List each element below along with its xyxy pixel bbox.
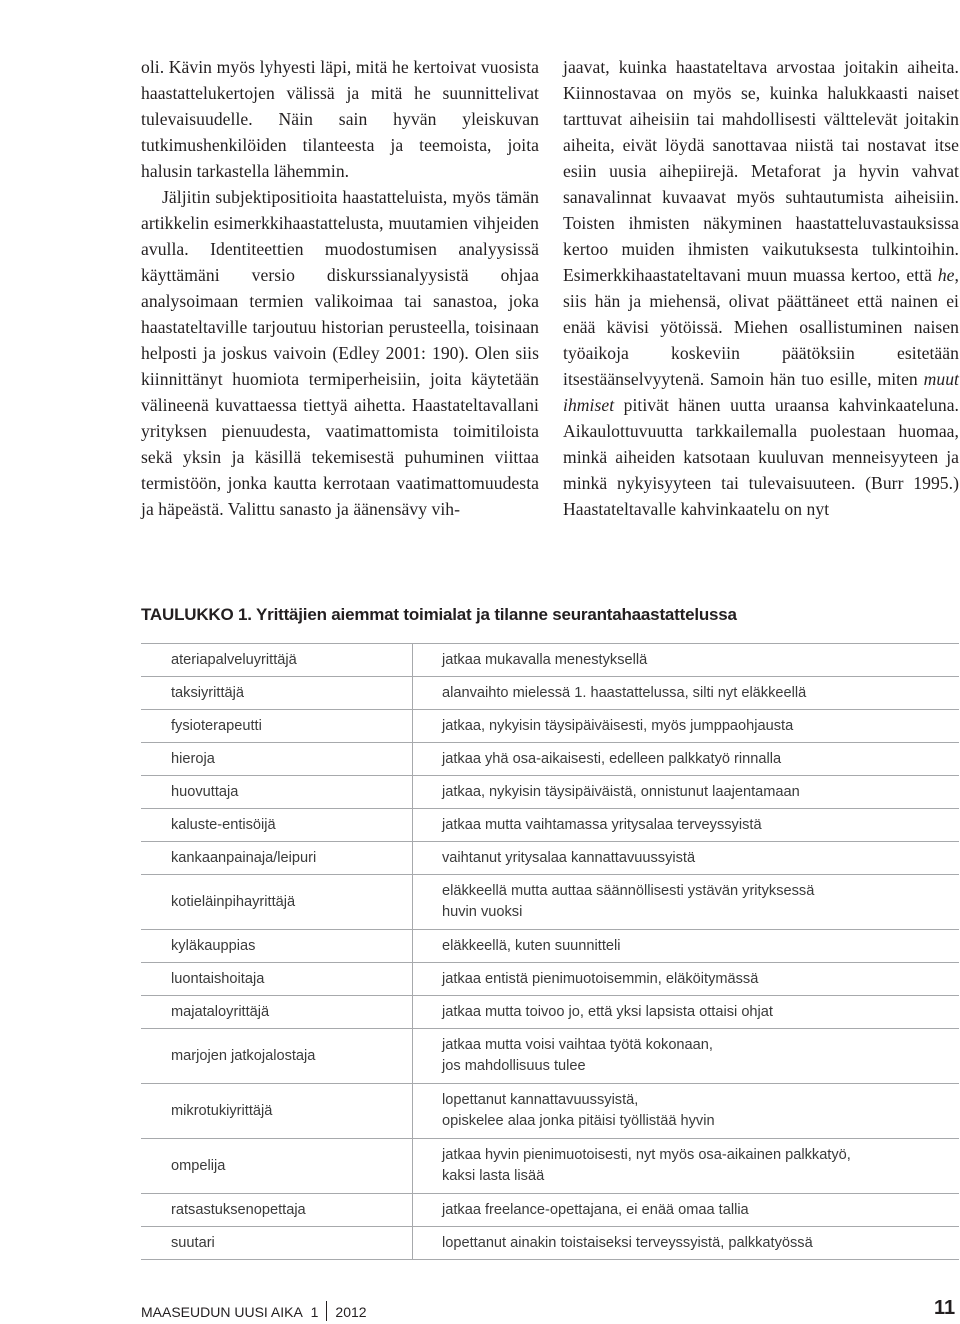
status-cell: jatkaa, nykyisin täysipäiväistä, onnistunut laajentamaan [413, 776, 960, 809]
status-cell [413, 875, 960, 930]
status-cell [413, 1029, 960, 1084]
status-line-2: huvin vuoksi [442, 904, 523, 920]
table-row [141, 1194, 959, 1227]
status-cell: vaihtanut yritysalaa kannattavuussyistä [413, 842, 960, 875]
status-line-1: lopettanut kannattavuussyistä, [442, 1092, 639, 1108]
status-line-1: eläkkeellä mutta auttaa säännöllisesti ystävän yrityksessä [442, 883, 815, 899]
right-text-part-3: pitivät hänen uutta uraansa kahvinkaateluna. Aikaulottuvuutta tarkkailemalla puolestaan huomaa, minkä aiheiden katsotaan kuuluvan menneisyyteen ja minkä nykyisyyteen tai tulevaisuuteen. (Burr 1995.) Haastateltavalle kahvinkaatelu on nyt [563, 395, 959, 519]
table-row [141, 677, 959, 710]
entrepreneur-table [141, 643, 959, 1260]
italic-he: he [937, 265, 955, 285]
field-cell: ateriapalveluyrittäjä [141, 644, 413, 677]
journal-name: MAASEUDUN UUSI AIKA [141, 1304, 303, 1320]
status-cell: jatkaa yhä osa-aikaisesti, edelleen palkkatyö rinnalla [413, 743, 960, 776]
table-row [141, 1084, 959, 1139]
table-row [141, 1139, 959, 1194]
table-title: TAULUKKO 1. Yrittäjien aiemmat toimialat ja tilanne seurantahaastattelussa [141, 605, 737, 624]
status-cell: jatkaa mukavalla menestyksellä [413, 644, 960, 677]
field-cell: suutari [141, 1227, 413, 1260]
table-row [141, 930, 959, 963]
status-cell [413, 1084, 960, 1139]
status-cell: alanvaihto mielessä 1. haastattelussa, silti nyt eläkkeellä [413, 677, 960, 710]
status-cell: jatkaa mutta vaihtamassa yritysalaa terveyssyistä [413, 809, 960, 842]
issue-year: 2012 [335, 1304, 367, 1320]
status-cell: jatkaa freelance-opettajana, ei enää omaa tallia [413, 1194, 960, 1227]
field-cell: kankaanpainaja/leipuri [141, 842, 413, 875]
field-cell: kotieläinpihayrittäjä [141, 875, 413, 930]
status-line-1: jatkaa hyvin pienimuotoisesti, nyt myös osa-aikainen palkkatyö, [442, 1147, 851, 1163]
table-row [141, 996, 959, 1029]
table-row [141, 875, 959, 930]
status-cell: eläkkeellä, kuten suunnitteli [413, 930, 960, 963]
left-paragraph-2: Jäljitin subjektipositioita haastatteluista, myös tämän artikkelin esimerkkihaastattelusta, muutamien vihjeiden avulla. Identiteettien muodostumisen analyysissä käyttämäni versio diskurssianalyysistä ohjaa analysoimaan termien valikoimaa tai sanastoa, joka haastateltaville tarjoutuu historian perusteella, toisinaan helposti ja joskus vaivoin (Edley 2001: 190). Olen siis kiinnittänyt huomiota termiperheisiin, joita käytetään välineenä kuvattaessa tiettyä aihetta. Haastateltavallani yrityksen pienuudesta, vaatimattomista toimitiloista sekä yksin ja käsillä tekemisestä puhuminen viittaa termistöön, jonka kautta kerrotaan vaatimattomuudesta ja häpeästä. Valittu sanasto ja äänensävy vih- [141, 187, 539, 519]
status-line-1: jatkaa mutta voisi vaihtaa työtä kokonaan, [442, 1037, 713, 1053]
table-row [141, 1029, 959, 1084]
field-cell: marjojen jatkojalostaja [141, 1029, 413, 1084]
table-row [141, 809, 959, 842]
field-cell: kaluste-entisöijä [141, 809, 413, 842]
page-footer [141, 1301, 367, 1321]
right-text-column [563, 54, 959, 522]
right-text-part-1: jaavat, kuinka haastateltava arvostaa joitakin aiheita. Kiinnostavaa on myös se, kuinka halukkaasti naiset tarttuvat aiheisiin tai mahdollisesti välttelevät joitakin aiheita, eivät löydä sanottavaa niistä tai nostavat itse esiin uusia aihepiirejä. Metaforat ja hyvin vahvat sanavalinnat kuvaavat myös suhtautumista aiheisiin. Toisten ihmisten näkyminen haastatteluvastauksissa kertoo muiden ihmisten vaikutuksesta tulkintoihin. Esimerkkihaastateltavani muun muassa kertoo, että [563, 57, 959, 285]
status-cell: jatkaa entistä pienimuotoisemmin, eläköitymässä [413, 963, 960, 996]
status-line-2: jos mahdollisuus tulee [442, 1058, 586, 1074]
status-line-2: kaksi lasta lisää [442, 1168, 545, 1184]
field-cell: fysioterapeutti [141, 710, 413, 743]
right-paragraph [563, 54, 959, 522]
footer-divider [326, 1301, 327, 1321]
field-cell: kyläkauppias [141, 930, 413, 963]
status-cell: jatkaa mutta toivoo jo, että yksi lapsista ottaisi ohjat [413, 996, 960, 1029]
field-cell: mikrotukiyrittäjä [141, 1084, 413, 1139]
table-row [141, 1227, 959, 1260]
left-paragraph-1: oli. Kävin myös lyhyesti läpi, mitä he kertoivat vuosista haastattelukertojen välissä ja mitä he suunnittelivat tulevaisuudelle. Näin sain hyvän yleiskuvan tutkimushenkilöiden tilanteesta ja teemoista, joita halusin tarkastella lähemmin. [141, 57, 539, 181]
field-cell: ratsastuksenopettaja [141, 1194, 413, 1227]
table-row [141, 743, 959, 776]
left-text-column [141, 54, 539, 522]
page-number: 11 [934, 1297, 956, 1319]
table-row [141, 644, 959, 677]
field-cell: ompelija [141, 1139, 413, 1194]
field-cell: luontaishoitaja [141, 963, 413, 996]
status-line-2: opiskelee alaa jonka pitäisi työllistää hyvin [442, 1113, 715, 1129]
issue-number: 1 [310, 1304, 319, 1320]
table-row [141, 842, 959, 875]
field-cell: taksiyrittäjä [141, 677, 413, 710]
table-row [141, 963, 959, 996]
table-row [141, 776, 959, 809]
table-row [141, 710, 959, 743]
right-text-part-2: , siis hän ja miehensä, olivat päättäneet että nainen ei enää kävisi yötöissä. Miehen osallistuminen naisen työaikoja koskeviin päätöksiin esitetään itsestäänselvyytenä. Samoin hän tuo esille, miten [563, 265, 959, 389]
field-cell: hieroja [141, 743, 413, 776]
status-cell: lopettanut ainakin toistaiseksi terveyssyistä, palkkatyössä [413, 1227, 960, 1260]
status-cell: jatkaa, nykyisin täysipäiväisesti, myös jumppaohjausta [413, 710, 960, 743]
status-cell [413, 1139, 960, 1194]
field-cell: majataloyrittäjä [141, 996, 413, 1029]
field-cell: huovuttaja [141, 776, 413, 809]
italic-muut-ihmiset: muut ihmiset [563, 369, 959, 415]
